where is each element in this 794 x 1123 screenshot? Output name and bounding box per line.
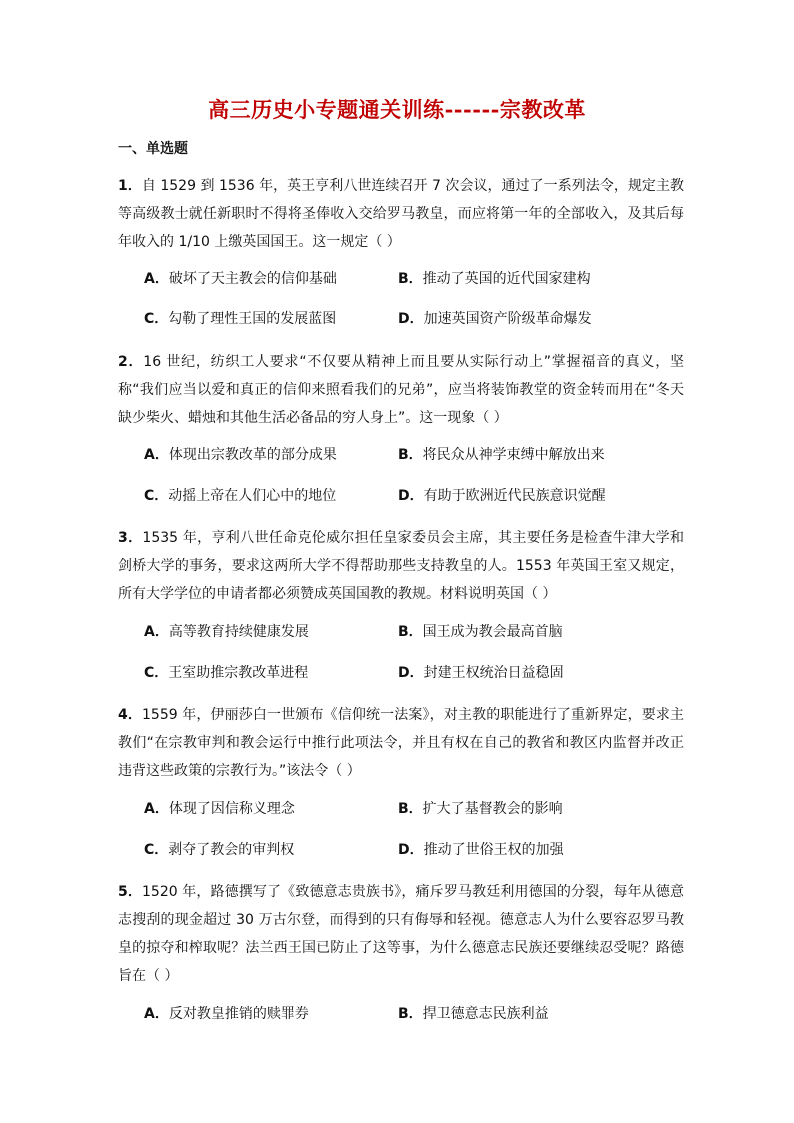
option-text: 将民众从神学束缚中解放出来 [422, 447, 605, 463]
option-2b[interactable] [398, 445, 605, 465]
option-text: 捍卫德意志民族利益 [422, 1006, 549, 1022]
option-text: 剥夺了教会的审判权 [168, 842, 295, 858]
option-text: 体现出宗教改革的部分成果 [168, 447, 337, 463]
option-text: 王室助推宗教改革进程 [168, 665, 309, 681]
option-letter: B． [398, 624, 423, 640]
option-1a[interactable] [144, 269, 337, 289]
option-text: 高等教育持续健康发展 [168, 624, 309, 640]
question-stem: 16 世纪，纺织工人要求“不仅要从精神上而且要从实际行动上”掌握福音的真义，坚称“我们应当以爱和真正的信仰来照看我们的兄弟”，应当将装饰教堂的资金转而用在“冬天缺少柴火、蜡烛和其他生活必备品的穷人身上”。这一现象（ ） [118, 354, 684, 426]
question-number: 4． [118, 707, 143, 723]
option-text: 动摇上帝在人们心中的地位 [168, 488, 337, 504]
option-4b[interactable] [398, 799, 563, 819]
question-stem: 1559 年，伊丽莎白一世颁布《信仰统一法案》，对主教的职能进行了重新界定，要求主教们“在宗教审判和教会运行中推行此项法令，并且有权在自己的教省和教区内监督并改正违背这些政策的宗教行为。”该法令（ ） [118, 707, 684, 779]
option-3a[interactable] [144, 622, 309, 642]
option-4a[interactable] [144, 799, 295, 819]
option-3b[interactable] [398, 622, 563, 642]
option-letter: A． [144, 447, 169, 463]
option-text: 推动了英国的近代国家建构 [422, 271, 591, 287]
option-text: 推动了世俗王权的加强 [423, 842, 564, 858]
option-letter: C． [144, 842, 169, 858]
question-2 [118, 348, 684, 432]
option-1b[interactable] [398, 269, 591, 289]
option-2d[interactable] [398, 486, 606, 506]
option-3d[interactable] [398, 663, 564, 683]
option-letter: A． [144, 801, 169, 817]
option-4c[interactable] [144, 840, 294, 860]
option-letter: C． [144, 311, 169, 327]
option-text: 扩大了基督教会的影响 [422, 801, 563, 817]
option-letter: C． [144, 665, 169, 681]
section-heading: 一、单选题 [118, 141, 188, 157]
option-letter: D． [398, 488, 424, 504]
question-1 [118, 172, 684, 256]
option-text: 破坏了天主教会的信仰基础 [168, 271, 337, 287]
question-number: 2． [118, 354, 144, 370]
question-3 [118, 524, 684, 608]
question-stem: 自 1529 到 1536 年，英王亨利八世连续召开 7 次会议，通过了一系列法令，规定主教等高级教士就任新职时不得将圣俸收入交给罗马教皇，而应将第一年的全部收入，及其后每年收入的 1/10 上缴英国国王。这一规定（ ） [118, 178, 684, 250]
option-text: 体现了因信称义理念 [168, 801, 295, 817]
option-letter: B． [398, 1006, 423, 1022]
question-number: 5． [118, 884, 143, 900]
question-stem: 1535 年，亨利八世任命克伦威尔担任皇家委员会主席，其主要任务是检查牛津大学和剑桥大学的事务，要求这两所大学不得帮助那些支持教皇的人。1553 年英国王室又规定，所有大学学位的申请者都必须赞成英国国教的教规。材料说明英国（ ） [118, 530, 684, 602]
option-letter: B． [398, 271, 423, 287]
option-2a[interactable] [144, 445, 337, 465]
question-5 [118, 878, 684, 990]
option-text: 封建王权统治日益稳固 [423, 665, 564, 681]
option-letter: A． [144, 271, 169, 287]
option-1c[interactable] [144, 309, 336, 329]
option-text: 反对教皇推销的赎罪券 [168, 1006, 309, 1022]
option-letter: B． [398, 447, 423, 463]
option-1d[interactable] [398, 309, 592, 329]
question-stem: 1520 年，路德撰写了《致德意志贵族书》，痛斥罗马教廷利用德国的分裂，每年从德意志搜刮的现金超过 30 万古尔登，而得到的只有侮辱和轻视。德意志人为什么要容忍罗马教皇的掠夺和榨取呢？法兰西王国已防止了这等事，为什么德意志民族还要继续忍受呢？路德旨在（ ） [118, 884, 684, 984]
question-number: 3． [118, 530, 143, 546]
option-letter: C． [144, 488, 169, 504]
option-text: 有助于欧洲近代民族意识觉醒 [423, 488, 606, 504]
option-text: 勾勒了理性王国的发展蓝图 [168, 311, 337, 327]
option-2c[interactable] [144, 486, 336, 506]
question-number: 1． [118, 178, 142, 194]
document-title: 高三历史小专题通关训练------宗教改革 [208, 97, 586, 122]
option-text: 国王成为教会最高首脑 [422, 624, 563, 640]
option-3c[interactable] [144, 663, 308, 683]
option-letter: D． [398, 311, 424, 327]
option-4d[interactable] [398, 840, 564, 860]
option-letter: A． [144, 1006, 169, 1022]
option-5b[interactable] [398, 1004, 549, 1024]
option-5a[interactable] [144, 1004, 309, 1024]
option-letter: B． [398, 801, 423, 817]
option-letter: A． [144, 624, 169, 640]
option-letter: D． [398, 665, 424, 681]
option-text: 加速英国资产阶级革命爆发 [423, 311, 592, 327]
question-4 [118, 701, 684, 785]
option-letter: D． [398, 842, 424, 858]
